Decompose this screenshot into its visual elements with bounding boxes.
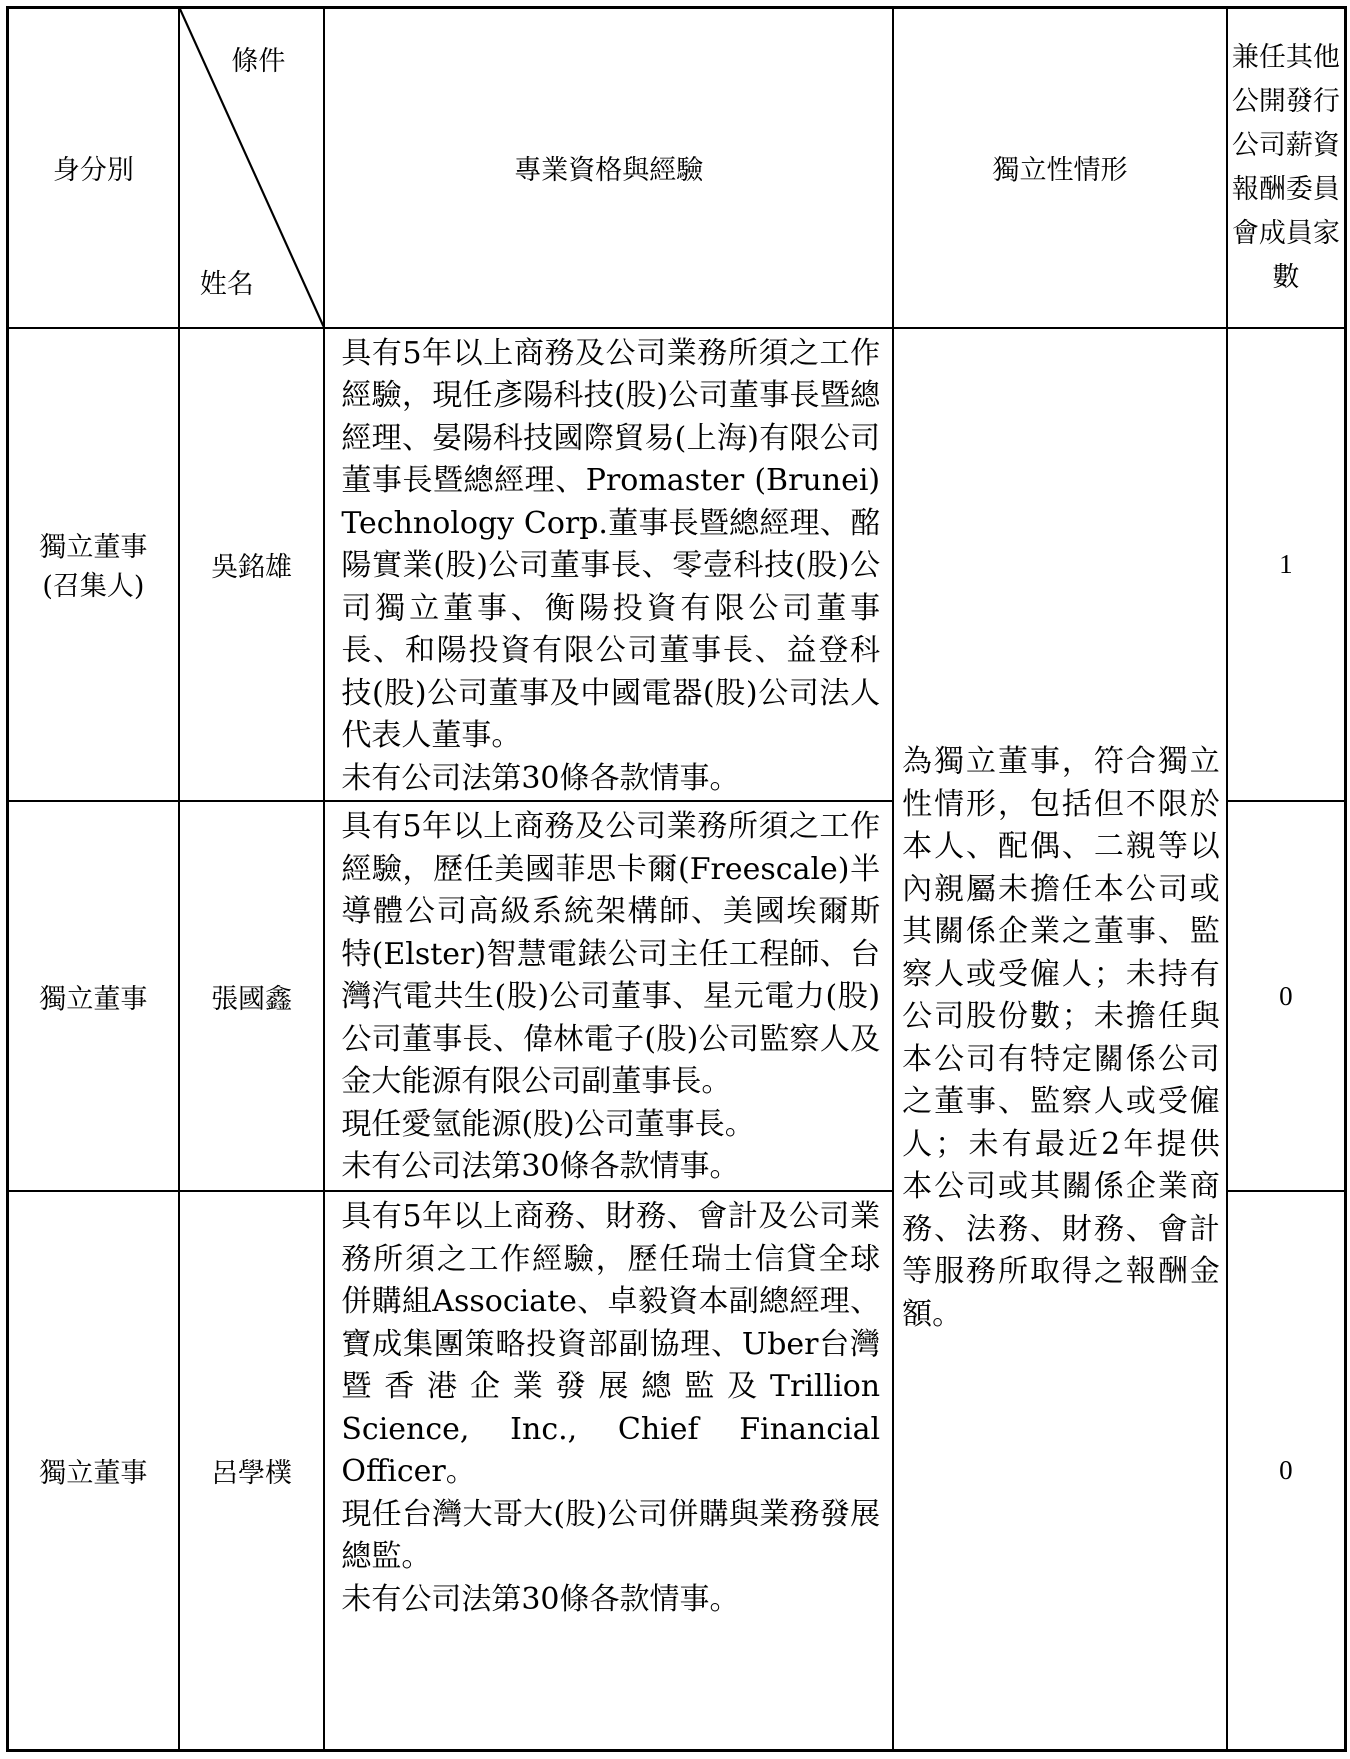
header-condition: 條件 (231, 46, 286, 77)
member-experience (324, 801, 893, 1191)
header-condition-name (179, 8, 325, 328)
identity-text: 獨立董事(召集人) (39, 532, 148, 603)
member-row (8, 328, 1346, 802)
experience-paragraph: 未有公司法第30條各款情事。 (341, 1581, 740, 1617)
member-name: 張國鑫 (179, 801, 325, 1191)
member-experience (324, 328, 893, 802)
member-identity: 獨立董事 (8, 1191, 179, 1751)
member-count: 1 (1227, 328, 1346, 802)
experience-paragraph: 具有5年以上商務及公司業務所須之工作經驗，歷任美國菲思卡爾(Freescale)半導體公司高級系統架構師、美國埃爾斯特(Elster)智慧電錶公司主任工程師、台灣汽電共生(股)公司董事、星元電力(股)公司董事長、偉林電子(股)公司監察人及金大能源有限公司副董事長。 (341, 809, 881, 1099)
member-identity: 獨立董事 (8, 801, 179, 1191)
member-count: 0 (1227, 1191, 1346, 1751)
header-concurrent-count: 兼任其他公開發行公司薪資報酬委員會成員家數 (1227, 8, 1346, 328)
member-name: 吳銘雄 (179, 328, 325, 802)
remuneration-committee-table (6, 6, 1347, 1752)
experience-paragraph: 具有5年以上商務、財務、會計及公司業務所須之工作經驗，歷任瑞士信貸全球併購組Associate、卓毅資本副總經理、寶成集團策略投資部副協理、Uber台灣暨香港企業發展總監及Trillion Science, Inc., Chief Financial Officer。 (341, 1199, 881, 1489)
header-row (8, 8, 1346, 328)
header-name: 姓名 (199, 268, 254, 300)
member-name: 呂學樸 (179, 1191, 325, 1751)
experience-paragraph: 未有公司法第30條各款情事。 (341, 760, 740, 796)
member-experience (324, 1191, 893, 1751)
header-independence: 獨立性情形 (893, 8, 1227, 328)
header-qualification: 專業資格與經驗 (324, 8, 893, 328)
independence-description: 為獨立董事，符合獨立性情形，包括但不限於本人、配偶、二親等以內親屬未擔任本公司或其關係企業之董事、監察人或受僱人；未持有公司股份數；未擔任與本公司有特定關係公司之董事、監察人或受僱人；未有最近2年提供本公司或其關係企業商務、法務、財務、會計等服務所取得之報酬金額。 (893, 328, 1227, 1751)
member-count: 0 (1227, 801, 1346, 1191)
experience-paragraph: 具有5年以上商務及公司業務所須之工作經驗，現任彥陽科技(股)公司董事長暨總經理、晏陽科技國際貿易(上海)有限公司董事長暨總經理、Promaster (Brunei) Technology Corp.董事長暨總經理、酩陽實業(股)公司董事長、零壹科技(股)公司獨立董事、衡陽投資有限公司董事長、和陽投資有限公司董事長、益登科技(股)公司董事及中國電器(股)公司法人代表人董事。 (341, 335, 881, 753)
experience-paragraph: 未有公司法第30條各款情事。 (341, 1149, 740, 1184)
header-identity: 身分別 (8, 8, 179, 328)
member-identity (8, 328, 179, 802)
experience-paragraph: 現任愛氫能源(股)公司董事長。 (341, 1106, 755, 1142)
experience-paragraph: 現任台灣大哥大(股)公司併購與業務發展總監。 (341, 1496, 881, 1574)
